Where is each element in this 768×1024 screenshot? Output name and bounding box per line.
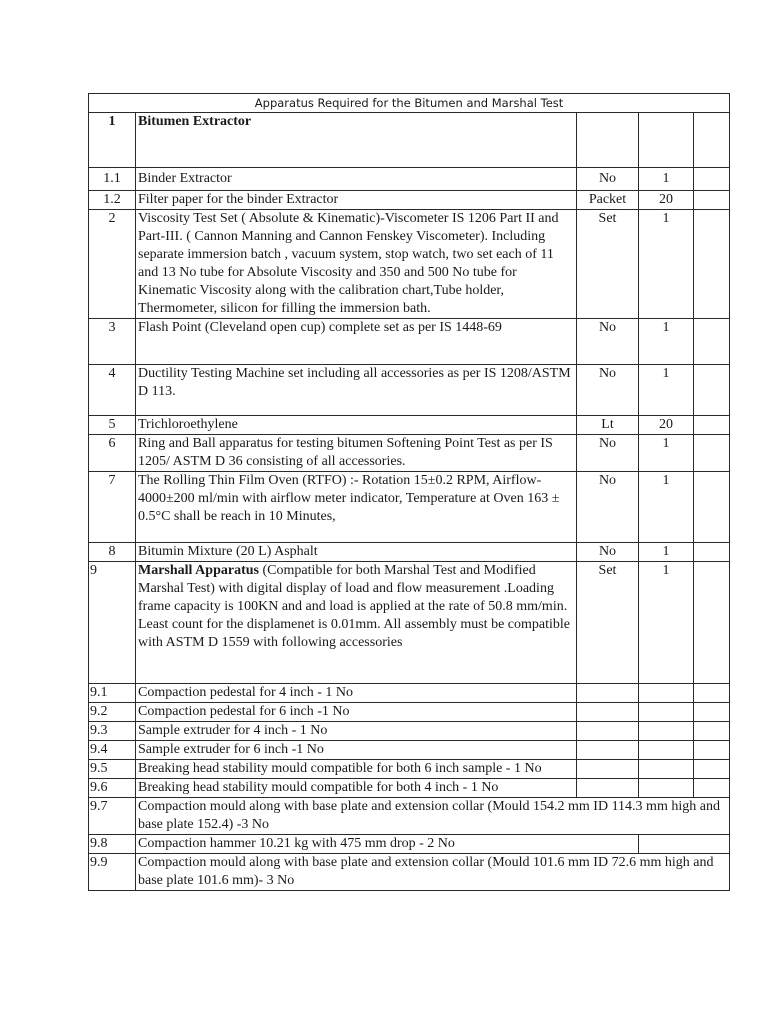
empty-cell bbox=[639, 741, 694, 760]
empty-cell bbox=[694, 435, 730, 472]
item-unit: No bbox=[577, 472, 639, 543]
empty-cell bbox=[694, 319, 730, 365]
item-unit: No bbox=[577, 365, 639, 416]
item-number: 9.1 bbox=[89, 684, 136, 703]
empty-cell bbox=[639, 835, 730, 854]
table-row bbox=[89, 562, 730, 684]
empty-cell bbox=[694, 722, 730, 741]
table-row bbox=[89, 798, 730, 835]
table-row bbox=[89, 779, 730, 798]
table-row bbox=[89, 543, 730, 562]
item-description: Compaction pedestal for 6 inch -1 No bbox=[136, 703, 577, 722]
item-number: 1 bbox=[89, 113, 136, 168]
item-description: Ductility Testing Machine set including all accessories as per IS 1208/ASTM D 113. bbox=[136, 365, 577, 416]
table-row bbox=[89, 760, 730, 779]
table-row bbox=[89, 191, 730, 210]
item-unit: No bbox=[577, 319, 639, 365]
empty-cell bbox=[577, 760, 639, 779]
empty-cell bbox=[694, 684, 730, 703]
item-unit: No bbox=[577, 543, 639, 562]
item-unit: Set bbox=[577, 562, 639, 684]
table-row bbox=[89, 416, 730, 435]
item-unit bbox=[577, 113, 639, 168]
item-number: 9.4 bbox=[89, 741, 136, 760]
item-description: Filter paper for the binder Extractor bbox=[136, 191, 577, 210]
item-description: Trichloroethylene bbox=[136, 416, 577, 435]
item-quantity bbox=[639, 113, 694, 168]
empty-cell bbox=[694, 779, 730, 798]
item-number: 8 bbox=[89, 543, 136, 562]
empty-cell bbox=[639, 779, 694, 798]
item-number: 1.2 bbox=[89, 191, 136, 210]
item-description: Flash Point (Cleveland open cup) complete set as per IS 1448-69 bbox=[136, 319, 577, 365]
item-description: Binder Extractor bbox=[136, 168, 577, 191]
item-unit: Lt bbox=[577, 416, 639, 435]
item-number: 9.3 bbox=[89, 722, 136, 741]
item-description: Compaction mould along with base plate and extension collar (Mould 101.6 mm ID 72.6 mm high and base plate 101.6 mm)- 3 No bbox=[136, 854, 730, 891]
item-description: Compaction pedestal for 4 inch - 1 No bbox=[136, 684, 577, 703]
item-quantity: 1 bbox=[639, 472, 694, 543]
item-number: 9 bbox=[89, 562, 136, 684]
item-description-bold: Marshall Apparatus bbox=[138, 563, 259, 578]
item-quantity: 1 bbox=[639, 365, 694, 416]
table-row bbox=[89, 365, 730, 416]
table-title: Apparatus Required for the Bitumen and Marshal Test bbox=[89, 94, 730, 113]
item-quantity: 1 bbox=[639, 168, 694, 191]
item-quantity: 1 bbox=[639, 210, 694, 319]
item-description: The Rolling Thin Film Oven (RTFO) :- Rotation 15±0.2 RPM, Airflow-4000±200 ml/min with airflow meter indicator, Temperature at Oven 163 ± 0.5°C shall be reach in 10 Minutes, bbox=[136, 472, 577, 543]
item-description: Breaking head stability mould compatible for both 4 inch - 1 No bbox=[136, 779, 577, 798]
empty-cell bbox=[639, 684, 694, 703]
apparatus-table bbox=[88, 93, 730, 891]
empty-cell bbox=[639, 760, 694, 779]
item-number: 9.7 bbox=[89, 798, 136, 835]
empty-cell bbox=[639, 703, 694, 722]
empty-cell bbox=[694, 113, 730, 168]
item-unit: No bbox=[577, 168, 639, 191]
empty-cell bbox=[694, 543, 730, 562]
table-row bbox=[89, 684, 730, 703]
item-quantity: 1 bbox=[639, 543, 694, 562]
item-description: Breaking head stability mould compatible for both 6 inch sample - 1 No bbox=[136, 760, 577, 779]
table-row bbox=[89, 210, 730, 319]
table-title-row bbox=[89, 94, 730, 113]
empty-cell bbox=[694, 210, 730, 319]
item-unit: No bbox=[577, 435, 639, 472]
item-number: 5 bbox=[89, 416, 136, 435]
item-description-rest: (Compatible for both Marshal Test and Modified Marshal Test) with digital display of load and flow measurement .Loading frame capacity is 100KN and and load is applied at the rate of 50.8 mm/min. Least count for the displamenet is 0.01mm. All assembly must be compatible with ASTM D 1559 with following accessories bbox=[138, 563, 570, 650]
table-row bbox=[89, 835, 730, 854]
item-number: 4 bbox=[89, 365, 136, 416]
item-description: Sample extruder for 6 inch -1 No bbox=[136, 741, 577, 760]
empty-cell bbox=[694, 416, 730, 435]
item-description: Sample extruder for 4 inch - 1 No bbox=[136, 722, 577, 741]
empty-cell bbox=[694, 191, 730, 210]
item-description: Bitumen Extractor bbox=[136, 113, 577, 168]
item-description: Bitumin Mixture (20 L) Asphalt bbox=[136, 543, 577, 562]
table-row bbox=[89, 703, 730, 722]
empty-cell bbox=[694, 760, 730, 779]
table-row bbox=[89, 722, 730, 741]
empty-cell bbox=[694, 562, 730, 684]
item-description: Compaction hammer 10.21 kg with 475 mm drop - 2 No bbox=[136, 835, 639, 854]
item-description bbox=[136, 562, 577, 684]
item-quantity: 20 bbox=[639, 416, 694, 435]
empty-cell bbox=[694, 703, 730, 722]
empty-cell bbox=[577, 722, 639, 741]
item-description: Viscosity Test Set ( Absolute & Kinematic)-Viscometer IS 1206 Part II and Part-III. ( Cannon Manning and Cannon Fenskey Viscometer). Including separate immersion batch , vacuum system, stop watch, two set each of 11 and 13 No tube for Absolute Viscosity and 350 and 500 No tube for Kinematic Viscosity along with the calibration chart,Tube holder, Thermometer, silicon for filling the immersion bath. bbox=[136, 210, 577, 319]
table-row bbox=[89, 113, 730, 168]
item-unit: Set bbox=[577, 210, 639, 319]
item-number: 6 bbox=[89, 435, 136, 472]
item-number: 1.1 bbox=[89, 168, 136, 191]
table-row bbox=[89, 472, 730, 543]
table-row bbox=[89, 741, 730, 760]
item-number: 2 bbox=[89, 210, 136, 319]
item-description: Ring and Ball apparatus for testing bitumen Softening Point Test as per IS 1205/ ASTM D 36 consisting of all accessories. bbox=[136, 435, 577, 472]
item-quantity: 1 bbox=[639, 562, 694, 684]
empty-cell bbox=[577, 779, 639, 798]
empty-cell bbox=[577, 741, 639, 760]
empty-cell bbox=[639, 722, 694, 741]
empty-cell bbox=[694, 741, 730, 760]
table-row bbox=[89, 168, 730, 191]
item-quantity: 1 bbox=[639, 319, 694, 365]
empty-cell bbox=[694, 472, 730, 543]
item-number: 7 bbox=[89, 472, 136, 543]
item-quantity: 20 bbox=[639, 191, 694, 210]
empty-cell bbox=[694, 365, 730, 416]
table-row bbox=[89, 435, 730, 472]
item-description: Compaction mould along with base plate and extension collar (Mould 154.2 mm ID 114.3 mm high and base plate 152.4) -3 No bbox=[136, 798, 730, 835]
empty-cell bbox=[577, 703, 639, 722]
item-quantity: 1 bbox=[639, 435, 694, 472]
item-number: 9.9 bbox=[89, 854, 136, 891]
table-row bbox=[89, 319, 730, 365]
item-number: 9.6 bbox=[89, 779, 136, 798]
item-number: 9.2 bbox=[89, 703, 136, 722]
table-row bbox=[89, 854, 730, 891]
empty-cell bbox=[577, 684, 639, 703]
item-unit: Packet bbox=[577, 191, 639, 210]
empty-cell bbox=[694, 168, 730, 191]
item-number: 3 bbox=[89, 319, 136, 365]
item-number: 9.8 bbox=[89, 835, 136, 854]
item-number: 9.5 bbox=[89, 760, 136, 779]
